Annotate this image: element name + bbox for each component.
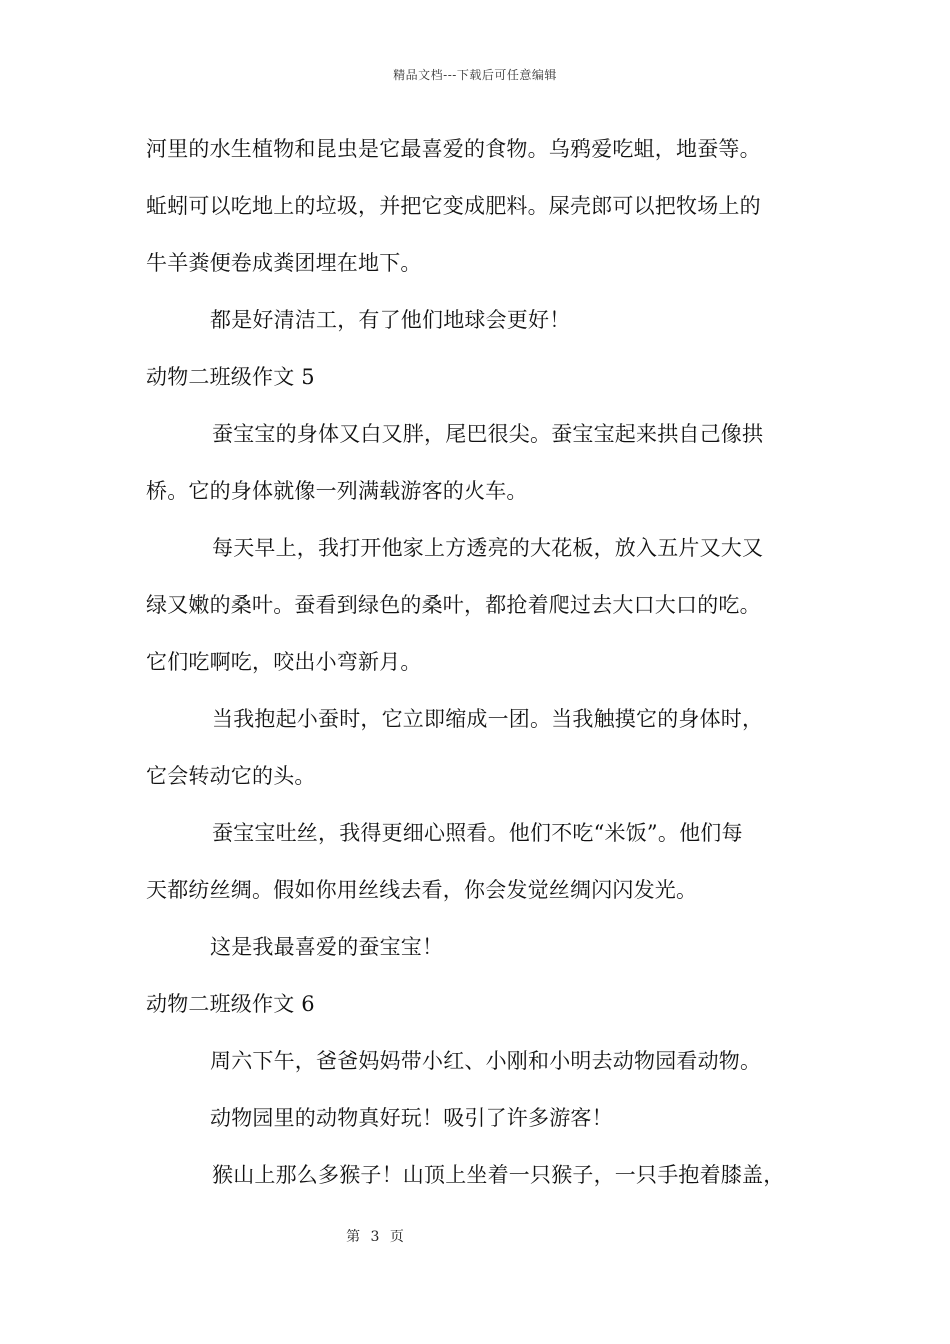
document-body <box>146 130 814 1213</box>
section-heading: 动物二班级作文 6 <box>146 992 315 1016</box>
paragraph-line: 当我抱起小蚕时，它立即缩成一团。当我触摸它的身体时， <box>212 707 764 731</box>
page-number-prefix: 第 <box>346 1229 361 1245</box>
page-footer <box>0 1226 750 1246</box>
section-heading: 动物二班级作文 5 <box>146 365 315 389</box>
page-header: 精品文档---下载后可任意编辑 <box>393 68 557 82</box>
paragraph-line: 每天早上，我打开他家上方透亮的大花板，放入五片又大又 <box>212 536 764 560</box>
paragraph-line: 天都纺丝绸。假如你用丝线去看，你会发觉丝绸闪闪发光。 <box>146 878 698 902</box>
paragraph-line: 牛羊粪便卷成粪团埋在地下。 <box>146 251 422 275</box>
paragraph-line: 桥。它的身体就像一列满载游客的火车。 <box>146 479 528 503</box>
paragraph-line: 蚯蚓可以吃地上的垃圾，并把它变成肥料。屎壳郎可以把牧场上的 <box>146 194 761 218</box>
paragraph-line: 猴山上那么多猴子！山顶上坐着一只猴子，一只手抱着膝盖， <box>212 1163 785 1187</box>
paragraph-line: 它会转动它的头。 <box>146 764 316 788</box>
paragraph-line: 动物园里的动物真好玩！吸引了许多游客！ <box>210 1106 613 1130</box>
paragraph-line: 都是好清洁工，有了他们地球会更好！ <box>210 308 571 332</box>
paragraph-line: 绿又嫩的桑叶。蚕看到绿色的桑叶，都抢着爬过去大口大口的吃。 <box>146 593 761 617</box>
paragraph-line: 它们吃啊吃，咬出小弯新月。 <box>146 650 422 674</box>
paragraph-line: 这是我最喜爱的蚕宝宝！ <box>210 935 444 959</box>
paragraph-line: 蚕宝宝的身体又白又胖，尾巴很尖。蚕宝宝起来拱自己像拱 <box>212 422 764 446</box>
paragraph-line: 河里的水生植物和昆虫是它最喜爱的食物。乌鸦爱吃蛆，地蚕等。 <box>146 137 761 161</box>
paragraph-line: 蚕宝宝吐丝，我得更细心照看。他们不吃“米饭”。他们每 <box>212 821 743 845</box>
page-number-suffix: 页 <box>389 1229 404 1245</box>
page-number: 3 <box>370 1229 380 1245</box>
paragraph-line: 周六下午，爸爸妈妈带小红、小刚和小明去动物园看动物。 <box>210 1049 762 1073</box>
